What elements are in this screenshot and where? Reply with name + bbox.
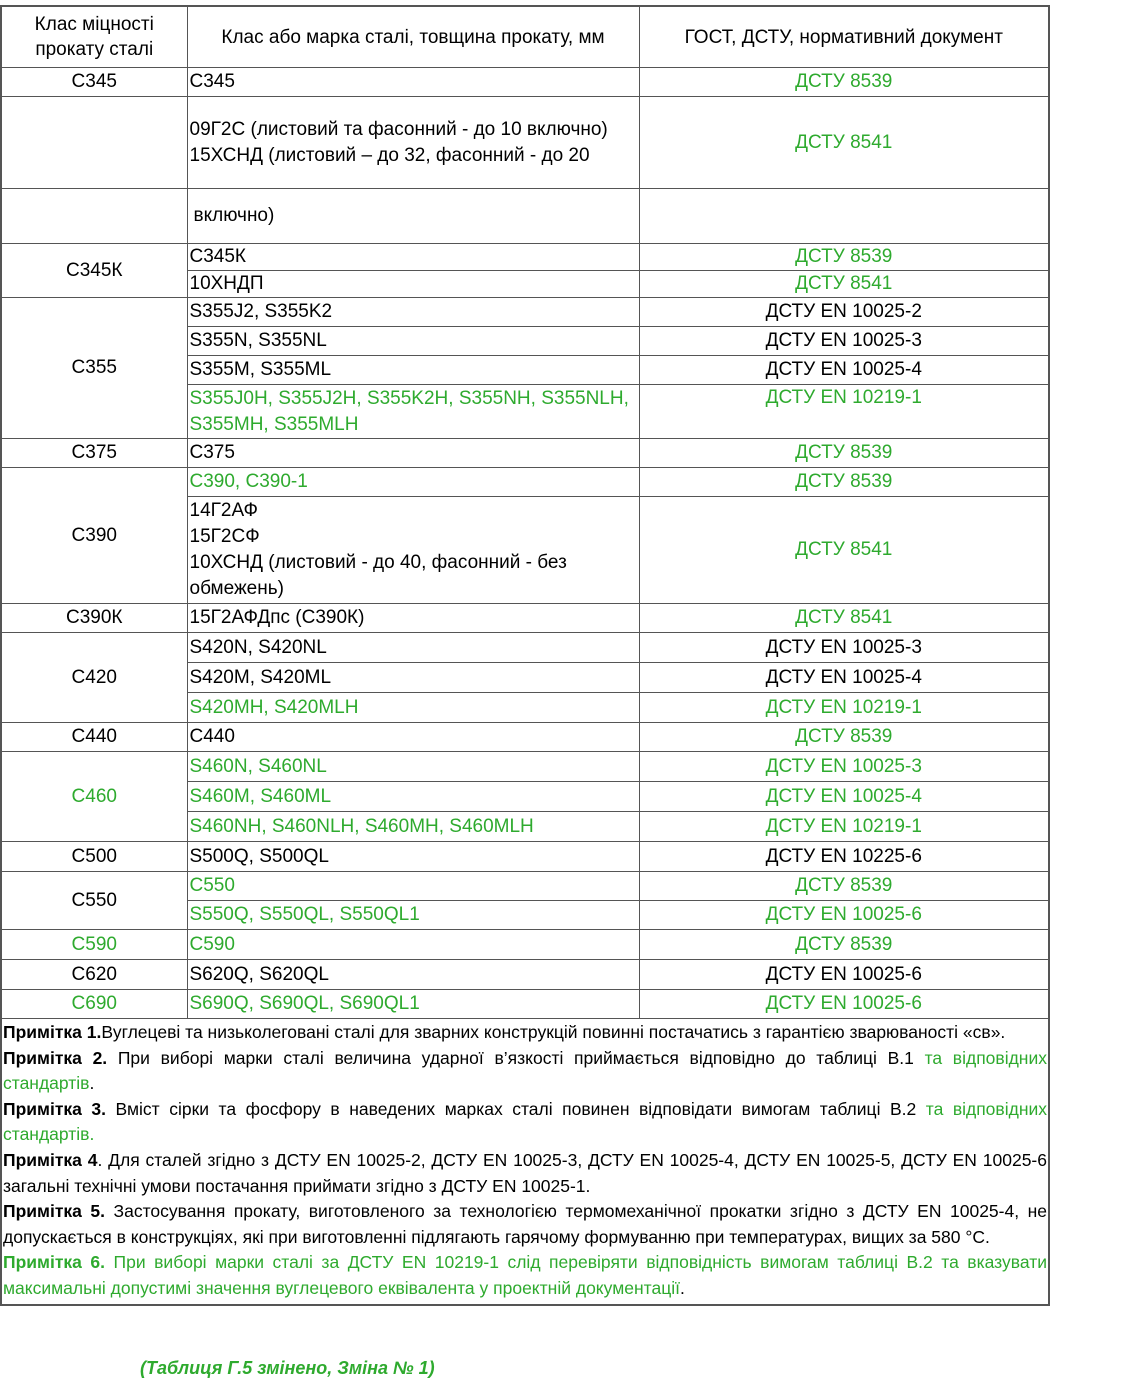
table-row <box>1 633 1049 663</box>
strength-class-cell: С420 <box>1 633 187 723</box>
table-row <box>1 68 1049 97</box>
strength-class-cell: С345 <box>1 68 187 97</box>
standard-cell <box>639 189 1049 244</box>
steel-grade-cell: 15Г2АФДпс (С390К) <box>187 604 639 633</box>
steel-grade-cell: 10ХНДП <box>187 271 639 298</box>
standard-cell: ДСТУ 8539 <box>639 468 1049 497</box>
strength-class-cell: С460 <box>1 752 187 842</box>
standard-cell: ДСТУ 8541 <box>639 97 1049 189</box>
note-label: Примітка 1. <box>3 1022 102 1042</box>
table-row <box>1 960 1049 990</box>
strength-class-cell: С390К <box>1 604 187 633</box>
steel-grade-cell: S500Q, S500QL <box>187 842 639 872</box>
note-4 <box>3 1148 1047 1199</box>
standard-cell: ДСТУ 8541 <box>639 271 1049 298</box>
standard-cell: ДСТУ EN 10025-4 <box>639 663 1049 693</box>
table-row <box>1 990 1049 1019</box>
steel-grade-cell: S355J0H, S355J2H, S355K2H, S355NH, S355NLH, S355MH, S355MLH <box>187 385 639 439</box>
strength-class-cell: С590 <box>1 930 187 960</box>
steel-grade-cell: S420N, S420NL <box>187 633 639 663</box>
table-row <box>1 298 1049 327</box>
standard-cell: ДСТУ EN 10025-4 <box>639 782 1049 812</box>
steel-grade-cell: включно) <box>187 189 639 244</box>
steel-grade-cell: S460N, S460NL <box>187 752 639 782</box>
note-label: Примітка 5. <box>3 1201 106 1222</box>
standard-cell: ДСТУ 8539 <box>639 872 1049 901</box>
steel-grade-cell: S460M, S460ML <box>187 782 639 812</box>
standard-cell: ДСТУ EN 10025-3 <box>639 327 1049 356</box>
standard-cell: ДСТУ 8539 <box>639 930 1049 960</box>
standard-cell: ДСТУ EN 10025-6 <box>639 960 1049 990</box>
table-header-row <box>1 6 1049 68</box>
strength-class-cell: С390 <box>1 468 187 604</box>
note-text-amended: та відповідних стандартів <box>3 1047 1047 1094</box>
strength-class-cell: С375 <box>1 439 187 468</box>
steel-grade-cell <box>187 497 639 604</box>
steel-grade-cell: С550 <box>187 872 639 901</box>
standard-cell: ДСТУ 8539 <box>639 439 1049 468</box>
note-2 <box>3 1046 1047 1097</box>
standard-cell: ДСТУ EN 10225-6 <box>639 842 1049 872</box>
steel-grade-cell: S355M, S355ML <box>187 356 639 385</box>
steel-table-document <box>0 5 1050 1306</box>
note-label: Примітка 4 <box>3 1149 98 1170</box>
steel-grade-line: 14Г2АФ <box>189 500 258 521</box>
strength-class-cell: С690 <box>1 990 187 1019</box>
note-6 <box>3 1250 1047 1301</box>
table-row <box>1 97 1049 189</box>
amendment-caption: (Таблиця Г.5 змінено, Зміна № 1) <box>140 1358 435 1378</box>
standard-cell: ДСТУ EN 10025-4 <box>639 356 1049 385</box>
strength-class-cell: С620 <box>1 960 187 990</box>
table-row <box>1 189 1049 244</box>
steel-grade-line: 10ХСНД (листовий - до 40, фасонний - без обмежень) <box>189 552 567 599</box>
note-5 <box>3 1199 1047 1250</box>
steel-grade-cell <box>187 97 639 189</box>
table-row <box>1 872 1049 901</box>
standard-cell: ДСТУ EN 10025-3 <box>639 752 1049 782</box>
steel-grade-cell: S420MH, S420MLH <box>187 693 639 723</box>
steel-grade-cell: С345 <box>187 68 639 97</box>
steel-grade-cell: S355N, S355NL <box>187 327 639 356</box>
note-label: Примітка 6. <box>3 1252 106 1273</box>
strength-class-cell: С345К <box>1 244 187 298</box>
note-label: Примітка 2. <box>3 1047 108 1068</box>
note-text: При виборі марки сталі за ДСТУ EN 10219-1 слід перевіряти відповідність вимогам таблиці В.2 та вказувати максимальні допустимі значення вуглецевого еквівалента у проектній документації <box>3 1252 1047 1298</box>
note-text: . Для сталей згідно з ДСТУ EN 10025-2, ДСТУ EN 10025-3, ДСТУ EN 10025-4, ДСТУ EN 10025-5, ДСТУ EN 10025-6 загальні технічні умови постачання приймати згідно з ДСТУ EN 10025-1. <box>3 1149 1047 1196</box>
steel-grade-cell: С390, С390-1 <box>187 468 639 497</box>
notes-row <box>1 1019 1049 1305</box>
table-row <box>1 752 1049 782</box>
notes-cell <box>1 1019 1049 1305</box>
table-row <box>1 930 1049 960</box>
table-row <box>1 604 1049 633</box>
strength-class-cell: С550 <box>1 872 187 930</box>
steel-grade-cell: S420M, S420ML <box>187 663 639 693</box>
steel-grade-cell: С590 <box>187 930 639 960</box>
steel-grade-cell: С345К <box>187 244 639 271</box>
steel-grade-cell: S355J2, S355K2 <box>187 298 639 327</box>
note-text: . <box>679 1277 685 1298</box>
note-text-amended: та відповідних стандартів. <box>3 1098 1048 1145</box>
note-1 <box>3 1020 1047 1046</box>
header-standard: ГОСТ, ДСТУ, нормативний документ <box>639 6 1049 68</box>
standard-cell: ДСТУ EN 10219-1 <box>639 812 1049 842</box>
steel-grade-cell: S690Q, S690QL, S690QL1 <box>187 990 639 1019</box>
steel-grade-line: 15ХСНД (листовий – до 32, фасонний - до 20 <box>189 144 590 166</box>
note-text: Застосування прокату, виготовленого за технологією термомеханічної прокатки згідно з ДСТУ EN 10025-4, не допускається в конструкціях, які при виготовленні підлягають гарячому формуванню при температурах, вищих за 580 °С. <box>3 1201 1048 1247</box>
strength-class-cell: С355 <box>1 298 187 439</box>
note-text: Вуглецеві та низьколеговані сталі для зварних конструкцій повинні постачатись з гарантією зварюваності «св». <box>101 1022 1006 1042</box>
standard-cell: ДСТУ 8541 <box>639 604 1049 633</box>
note-label: Примітка 3. <box>3 1098 107 1119</box>
table-row <box>1 468 1049 497</box>
table-row <box>1 723 1049 752</box>
note-3 <box>3 1097 1047 1148</box>
table-row <box>1 842 1049 872</box>
standard-cell: ДСТУ 8541 <box>639 497 1049 604</box>
strength-class-cell <box>1 97 187 189</box>
standard-cell: ДСТУ EN 10025-3 <box>639 633 1049 663</box>
standard-cell: ДСТУ 8539 <box>639 244 1049 271</box>
standard-cell: ДСТУ EN 10219-1 <box>639 385 1049 439</box>
steel-grade-cell: С375 <box>187 439 639 468</box>
standard-cell: ДСТУ EN 10025-6 <box>639 990 1049 1019</box>
table-row <box>1 439 1049 468</box>
strength-class-cell: С440 <box>1 723 187 752</box>
standard-cell: ДСТУ 8539 <box>639 723 1049 752</box>
note-text: Вміст сірки та фосфору в наведених марках сталі повинен відповідати вимогам таблиці В.2 <box>106 1098 917 1119</box>
standard-cell: ДСТУ EN 10025-2 <box>639 298 1049 327</box>
strength-class-cell <box>1 189 187 244</box>
note-text: При виборі марки сталі величина ударної в’язкості приймається відповідно до таблиці В.1 <box>107 1047 914 1068</box>
standard-cell: ДСТУ EN 10219-1 <box>639 693 1049 723</box>
table-row <box>1 244 1049 271</box>
standard-cell: ДСТУ EN 10025-6 <box>639 901 1049 930</box>
steel-grade-cell: S460NH, S460NLH, S460MH, S460MLH <box>187 812 639 842</box>
steel-grade-line: 15Г2СФ <box>189 526 260 547</box>
steel-grade-cell: S620Q, S620QL <box>187 960 639 990</box>
steel-grades-table <box>0 5 1050 1306</box>
note-text: . <box>89 1073 95 1094</box>
steel-grade-cell: С440 <box>187 723 639 752</box>
steel-grade-cell: S550Q, S550QL, S550QL1 <box>187 901 639 930</box>
header-strength-class: Клас міцності прокату сталі <box>1 6 187 68</box>
steel-grade-line: 09Г2С (листовий та фасонний - до 10 включно) <box>189 118 608 140</box>
standard-cell: ДСТУ 8539 <box>639 68 1049 97</box>
strength-class-cell: С500 <box>1 842 187 872</box>
header-steel-grade: Клас або марка сталі, товщина прокату, мм <box>187 6 639 68</box>
